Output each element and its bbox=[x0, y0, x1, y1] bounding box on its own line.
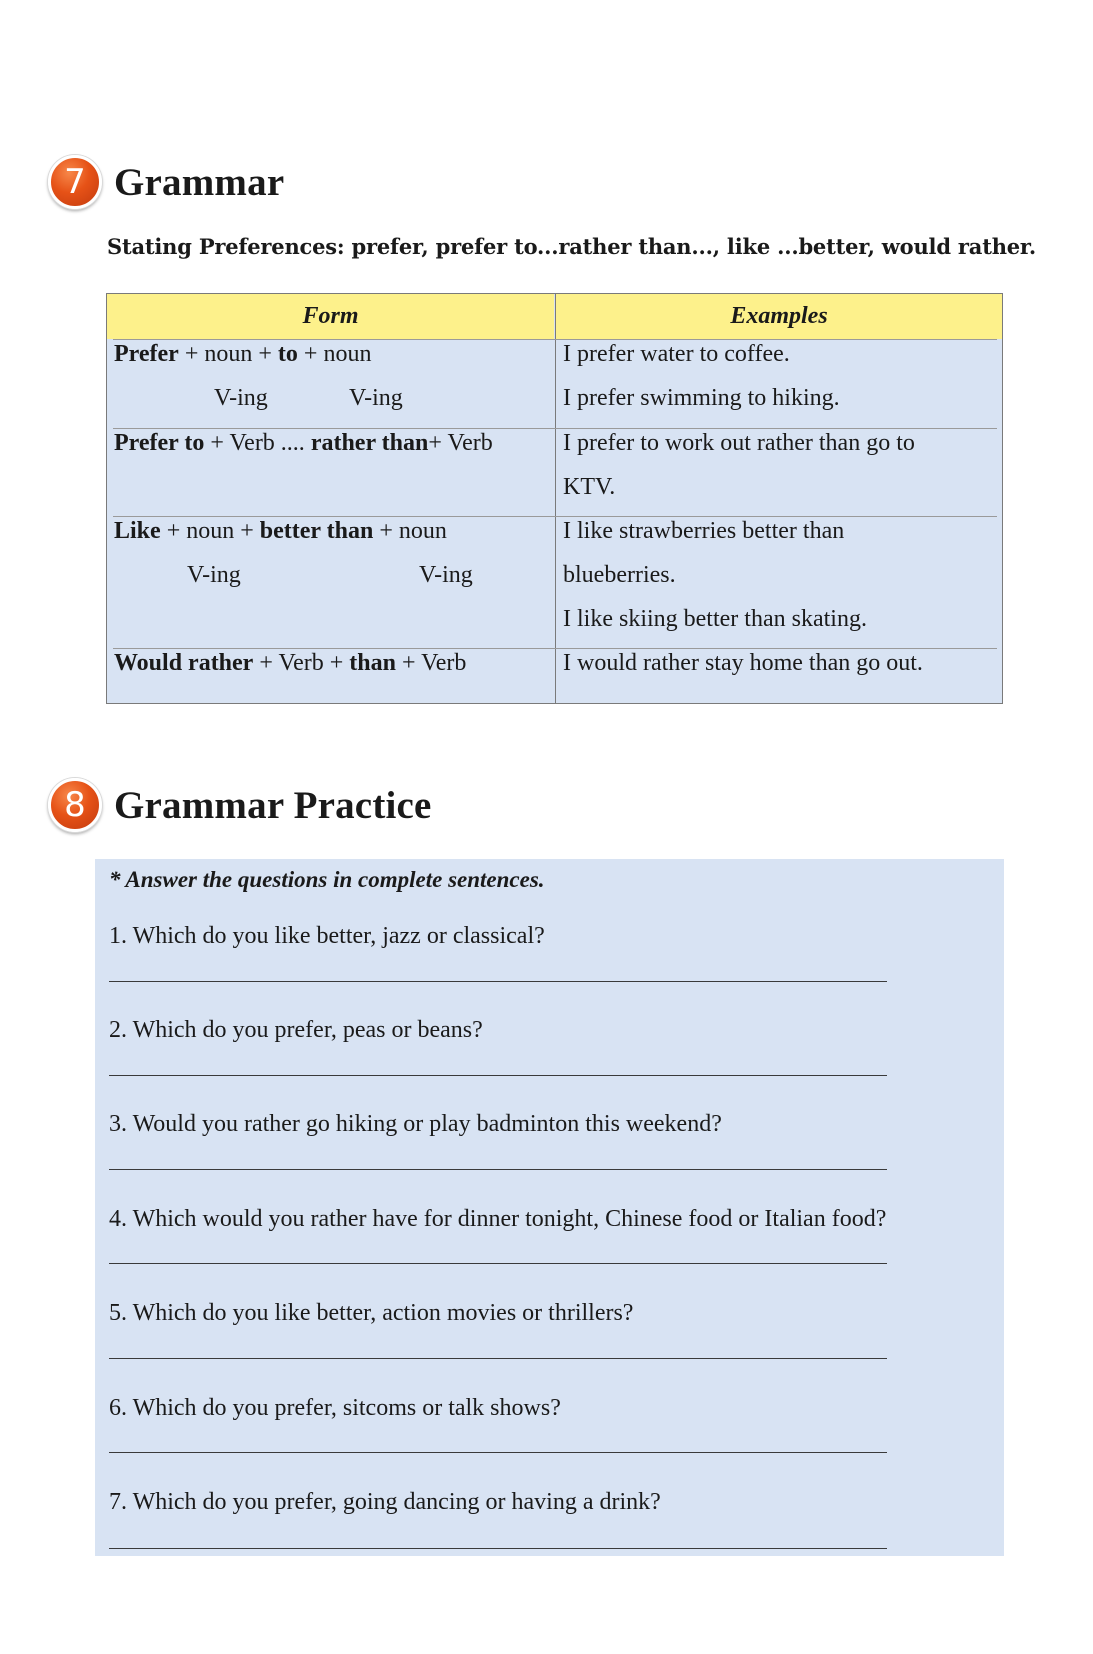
grammar-table bbox=[106, 293, 1003, 704]
form-ving: V-ing bbox=[214, 385, 268, 411]
answer-line[interactable] bbox=[109, 1358, 887, 1359]
answer-line[interactable] bbox=[109, 981, 887, 982]
practice-instruction: * Answer the questions in complete sentences. bbox=[109, 867, 545, 892]
section-title: Grammar Practice bbox=[114, 783, 432, 827]
section-title: Grammar bbox=[114, 160, 285, 204]
grammar-section-header bbox=[48, 155, 284, 209]
example-sentence: I prefer swimming to hiking. bbox=[563, 385, 840, 411]
question-item: 5. Which do you like better, action movies or thrillers? bbox=[109, 1300, 634, 1326]
question-item: 7. Which do you prefer, going dancing or having a drink? bbox=[109, 1489, 661, 1515]
section-number-badge: 8 bbox=[48, 778, 102, 832]
form-cell-row2 bbox=[114, 428, 493, 458]
practice-box bbox=[95, 859, 1004, 1556]
table-header-examples: Examples bbox=[556, 294, 1002, 339]
form-cell-row3 bbox=[114, 516, 447, 546]
form-text: + Verb .... bbox=[204, 430, 311, 456]
column-divider bbox=[555, 294, 556, 703]
form-text: + noun bbox=[373, 518, 447, 544]
example-sentence: I prefer to work out rather than go to bbox=[563, 430, 915, 456]
form-cell-row1 bbox=[114, 339, 371, 369]
section-number-badge: 7 bbox=[48, 155, 102, 209]
form-keyword: Would rather bbox=[114, 650, 254, 676]
form-text: + noun + bbox=[160, 518, 260, 544]
answer-line[interactable] bbox=[109, 1548, 887, 1549]
form-text: + Verb + bbox=[253, 650, 350, 676]
form-ving: V-ing bbox=[187, 562, 241, 588]
answer-line[interactable] bbox=[109, 1263, 887, 1264]
form-text: + Verb bbox=[428, 430, 493, 456]
question-item: 2. Which do you prefer, peas or beans? bbox=[109, 1017, 483, 1043]
question-item: 6. Which do you prefer, sitcoms or talk shows? bbox=[109, 1395, 561, 1421]
question-item: 1. Which do you like better, jazz or classical? bbox=[109, 923, 545, 949]
form-text: + noun bbox=[297, 341, 372, 367]
example-sentence: I like skiing better than skating. bbox=[563, 606, 867, 632]
question-item: 4. Which would you rather have for dinner tonight, Chinese food or Italian food? bbox=[109, 1206, 887, 1232]
example-sentence: blueberries. bbox=[563, 562, 676, 588]
example-sentence: KTV. bbox=[563, 474, 616, 500]
question-item: 3. Would you rather go hiking or play badminton this weekend? bbox=[109, 1111, 722, 1137]
example-sentence: I would rather stay home than go out. bbox=[563, 650, 923, 676]
form-keyword: better than bbox=[259, 518, 374, 544]
form-keyword: Prefer to bbox=[114, 430, 205, 456]
form-text: + noun + bbox=[178, 341, 278, 367]
answer-line[interactable] bbox=[109, 1075, 887, 1076]
grammar-subtitle: Stating Preferences: prefer, prefer to...rather than..., like ...better, would rather. bbox=[107, 234, 1036, 259]
form-cell-row4 bbox=[114, 648, 466, 678]
answer-line[interactable] bbox=[109, 1452, 887, 1453]
table-header-form: Form bbox=[107, 294, 554, 339]
answer-line[interactable] bbox=[109, 1169, 887, 1170]
form-keyword: than bbox=[349, 650, 396, 676]
form-keyword: Prefer bbox=[114, 341, 179, 367]
example-sentence: I prefer water to coffee. bbox=[563, 341, 790, 367]
form-keyword: to bbox=[277, 341, 298, 367]
form-ving: V-ing bbox=[349, 385, 403, 411]
form-keyword: Like bbox=[114, 518, 161, 544]
form-keyword: rather than bbox=[310, 430, 429, 456]
form-text: + Verb bbox=[395, 650, 467, 676]
form-ving: V-ing bbox=[419, 562, 473, 588]
example-sentence: I like strawberries better than bbox=[563, 518, 845, 544]
practice-section-header bbox=[48, 778, 432, 832]
